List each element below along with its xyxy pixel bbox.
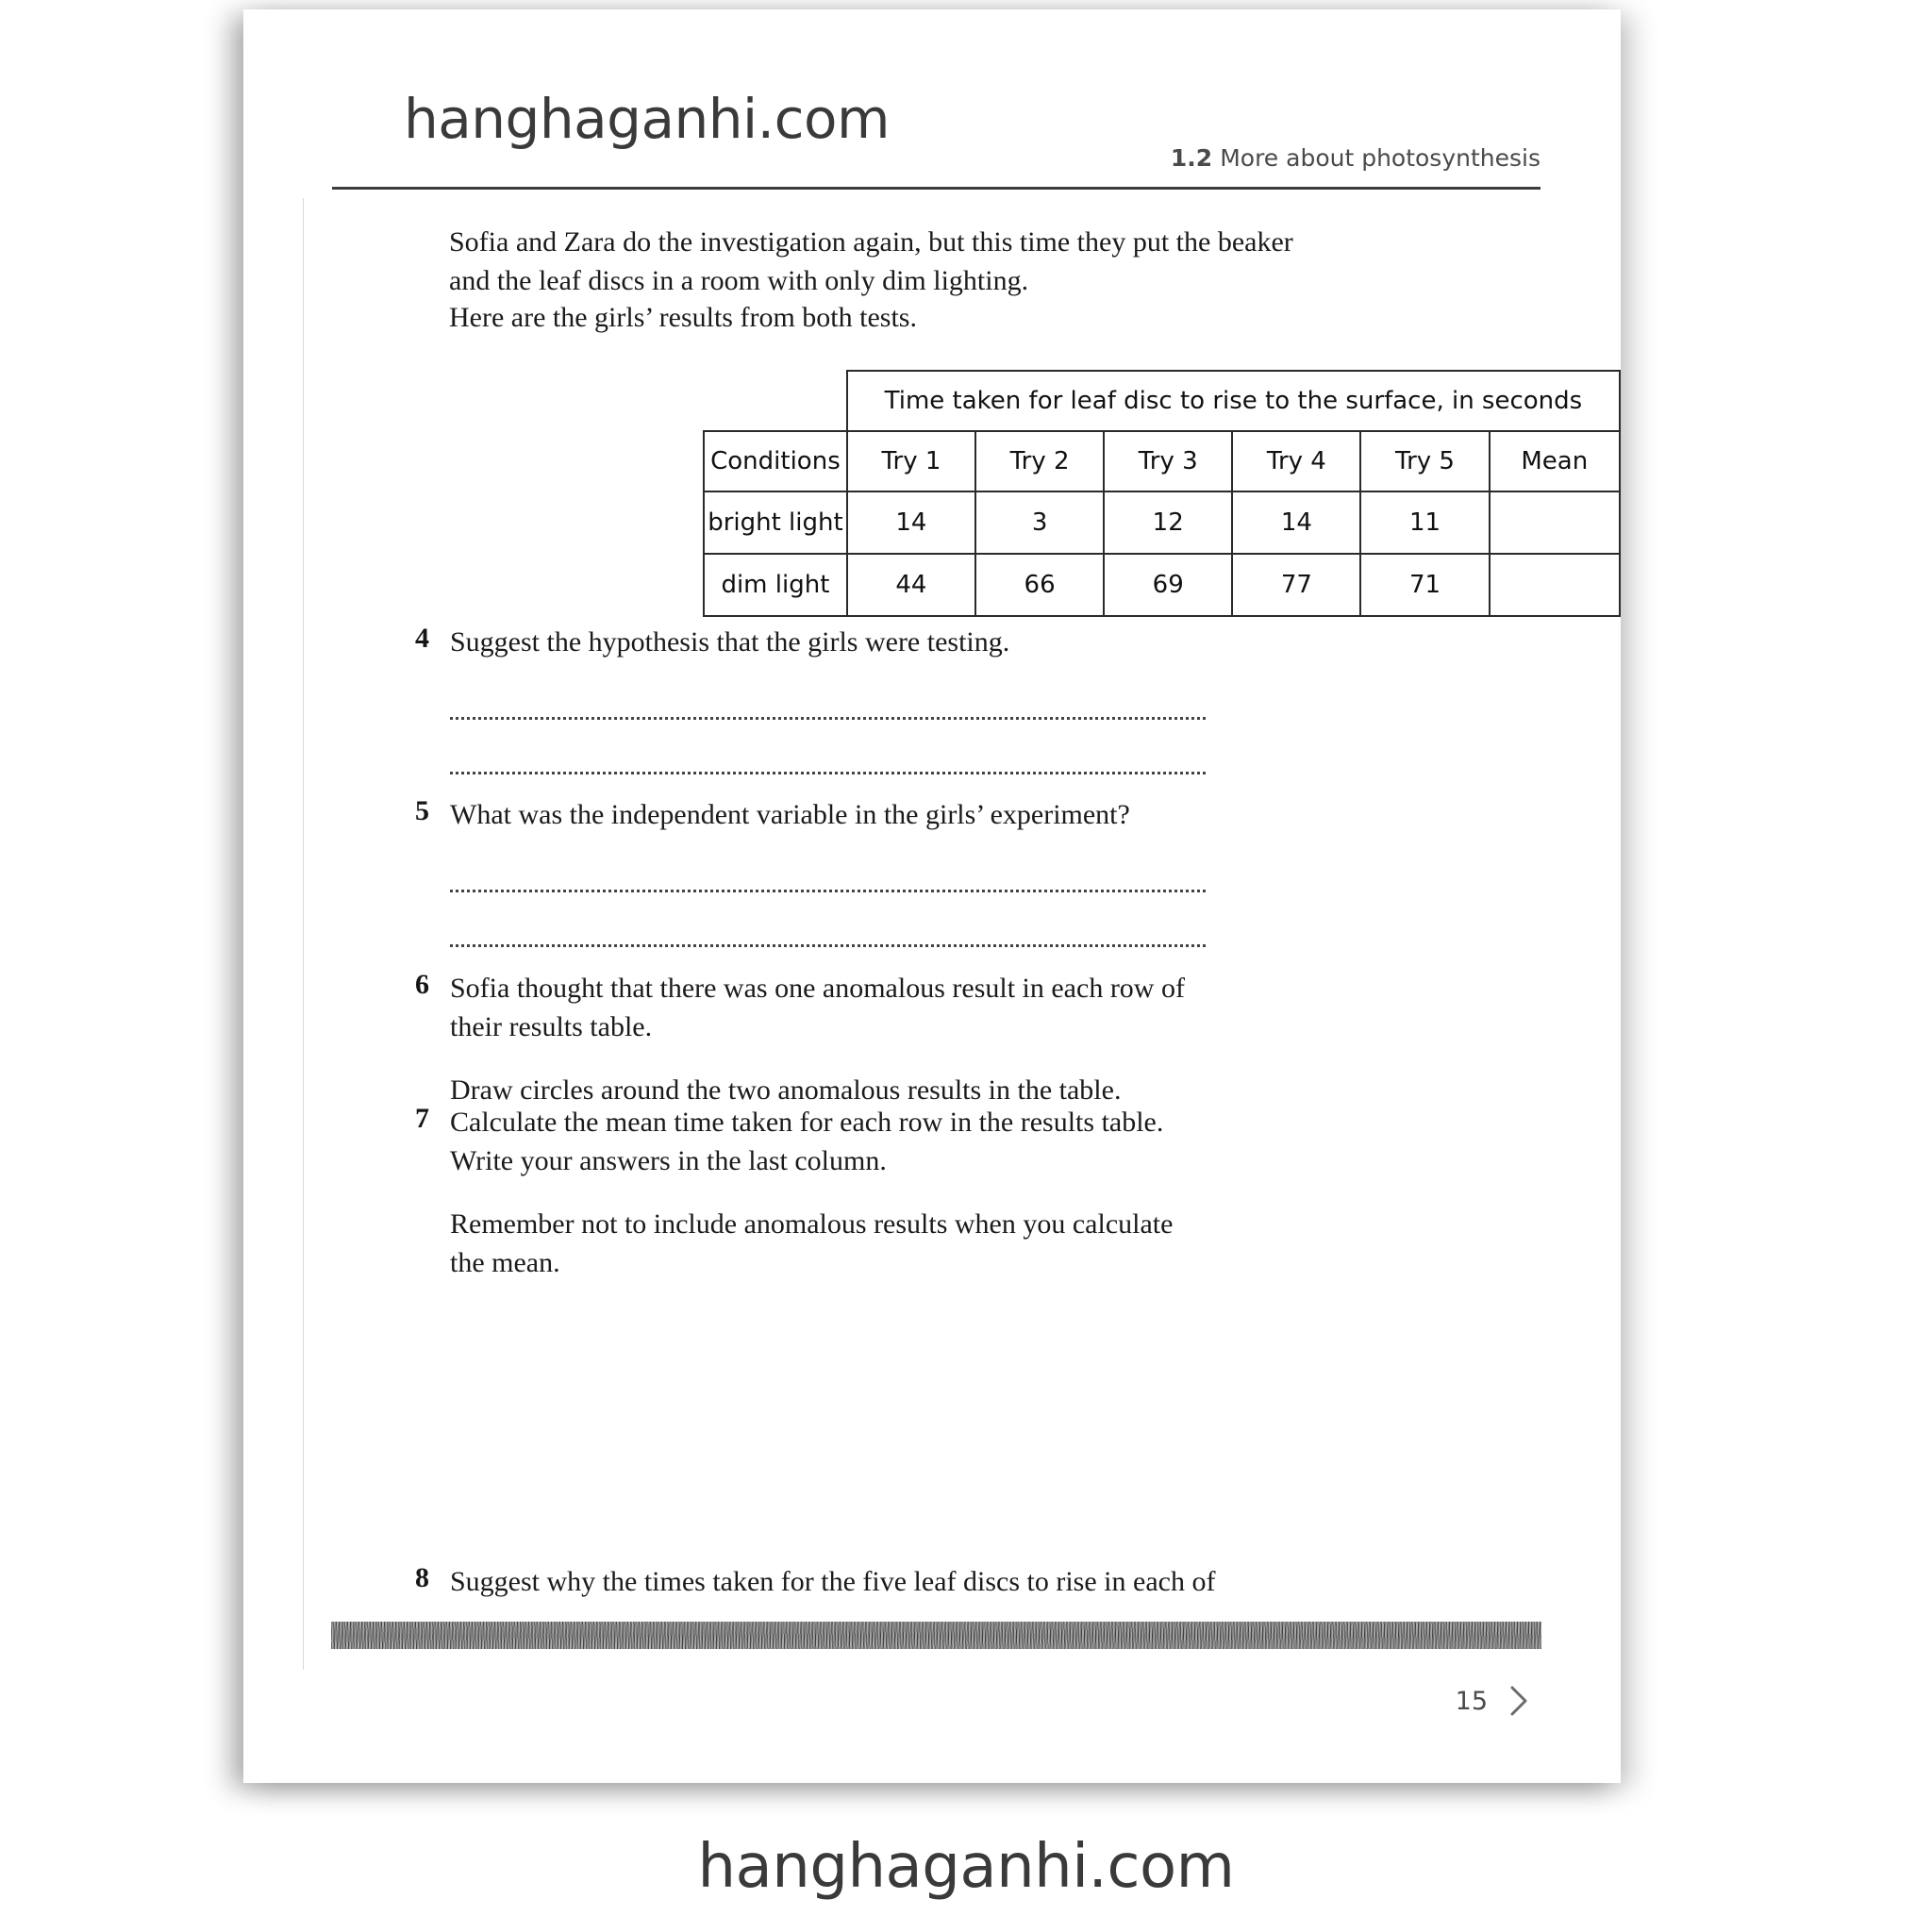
question-text — [450, 969, 1205, 1109]
intro-paragraph-1: Sofia and Zara do the investigation again, but this time they put the beaker and the leaf discs in a room with only dim lighting. — [449, 226, 1293, 296]
question-number: 6 — [415, 969, 429, 1000]
cell-value: 14 — [847, 491, 975, 554]
cell-value: 66 — [975, 554, 1104, 616]
chapter-number: 1.2 — [1170, 144, 1213, 172]
question-number: 4 — [415, 623, 429, 654]
column-header-conditions: Conditions — [704, 431, 847, 491]
question-line: Remember not to include anomalous results when you calculate the mean. — [450, 1208, 1174, 1278]
chapter-title: More about photosynthesis — [1220, 144, 1541, 172]
cell-mean-blank[interactable] — [1490, 491, 1620, 554]
answer-line[interactable] — [450, 944, 1206, 947]
cell-value: 44 — [847, 554, 975, 616]
question-line: Draw circles around the two anomalous results in the table. — [450, 1074, 1122, 1106]
question-line: Sofia thought that there was one anomalous result in each row of their results table. — [450, 973, 1185, 1042]
column-header-try-3: Try 3 — [1104, 431, 1232, 491]
answer-line[interactable] — [450, 772, 1206, 774]
question-text — [450, 1562, 1242, 1601]
intro-paragraph-2: Here are the girls’ results from both tests. — [449, 302, 917, 333]
table-column-header-row — [704, 431, 1620, 491]
question-number: 5 — [415, 795, 429, 826]
column-header-try-5: Try 5 — [1360, 431, 1489, 491]
question-text — [450, 795, 1205, 834]
table-corner-blank — [704, 371, 847, 431]
table-row — [704, 554, 1620, 616]
cell-condition: bright light — [704, 491, 847, 554]
cell-value: 77 — [1232, 554, 1360, 616]
table-span-header: Time taken for leaf disc to rise to the surface, in seconds — [847, 371, 1620, 431]
document-page — [243, 9, 1621, 1783]
table-header-span-row — [704, 371, 1620, 431]
header-divider — [332, 187, 1541, 190]
question-text — [450, 623, 1205, 661]
cell-condition: dim light — [704, 554, 847, 616]
page-footer — [1456, 1685, 1529, 1717]
answer-line[interactable] — [450, 717, 1206, 720]
cell-value: 14 — [1232, 491, 1360, 554]
column-header-mean: Mean — [1490, 431, 1620, 491]
cell-value: 3 — [975, 491, 1104, 554]
question-text — [450, 1103, 1205, 1282]
table-row — [704, 491, 1620, 554]
cell-value: 69 — [1104, 554, 1232, 616]
question-line: Suggest the hypothesis that the girls were testing. — [450, 626, 1010, 658]
answer-line[interactable] — [450, 890, 1206, 892]
results-table — [703, 370, 1621, 617]
cell-value: 71 — [1360, 554, 1489, 616]
cell-value: 11 — [1360, 491, 1489, 554]
chevron-right-icon[interactable] — [1508, 1685, 1529, 1717]
chapter-header — [1171, 144, 1541, 172]
page-number: 15 — [1455, 1686, 1488, 1716]
page-gutter-rule — [303, 198, 304, 1670]
question-line: Suggest why the times taken for the five leaf discs to rise in each of — [450, 1566, 1216, 1597]
watermark-bottom: hanghaganhi.com — [697, 1832, 1235, 1902]
question-number: 7 — [415, 1103, 429, 1134]
watermark-top: hanghaganhi.com — [404, 87, 890, 151]
question-line: Calculate the mean time taken for each row in the results table. Write your answers in the last column. — [450, 1107, 1164, 1176]
question-number: 8 — [415, 1562, 429, 1593]
column-header-try-2: Try 2 — [975, 431, 1104, 491]
cell-value: 12 — [1104, 491, 1232, 554]
column-header-try-4: Try 4 — [1232, 431, 1360, 491]
cell-mean-blank[interactable] — [1490, 554, 1620, 616]
column-header-try-1: Try 1 — [847, 431, 975, 491]
question-line: What was the independent variable in the girls’ experiment? — [450, 799, 1130, 830]
redaction-bar — [331, 1622, 1541, 1649]
